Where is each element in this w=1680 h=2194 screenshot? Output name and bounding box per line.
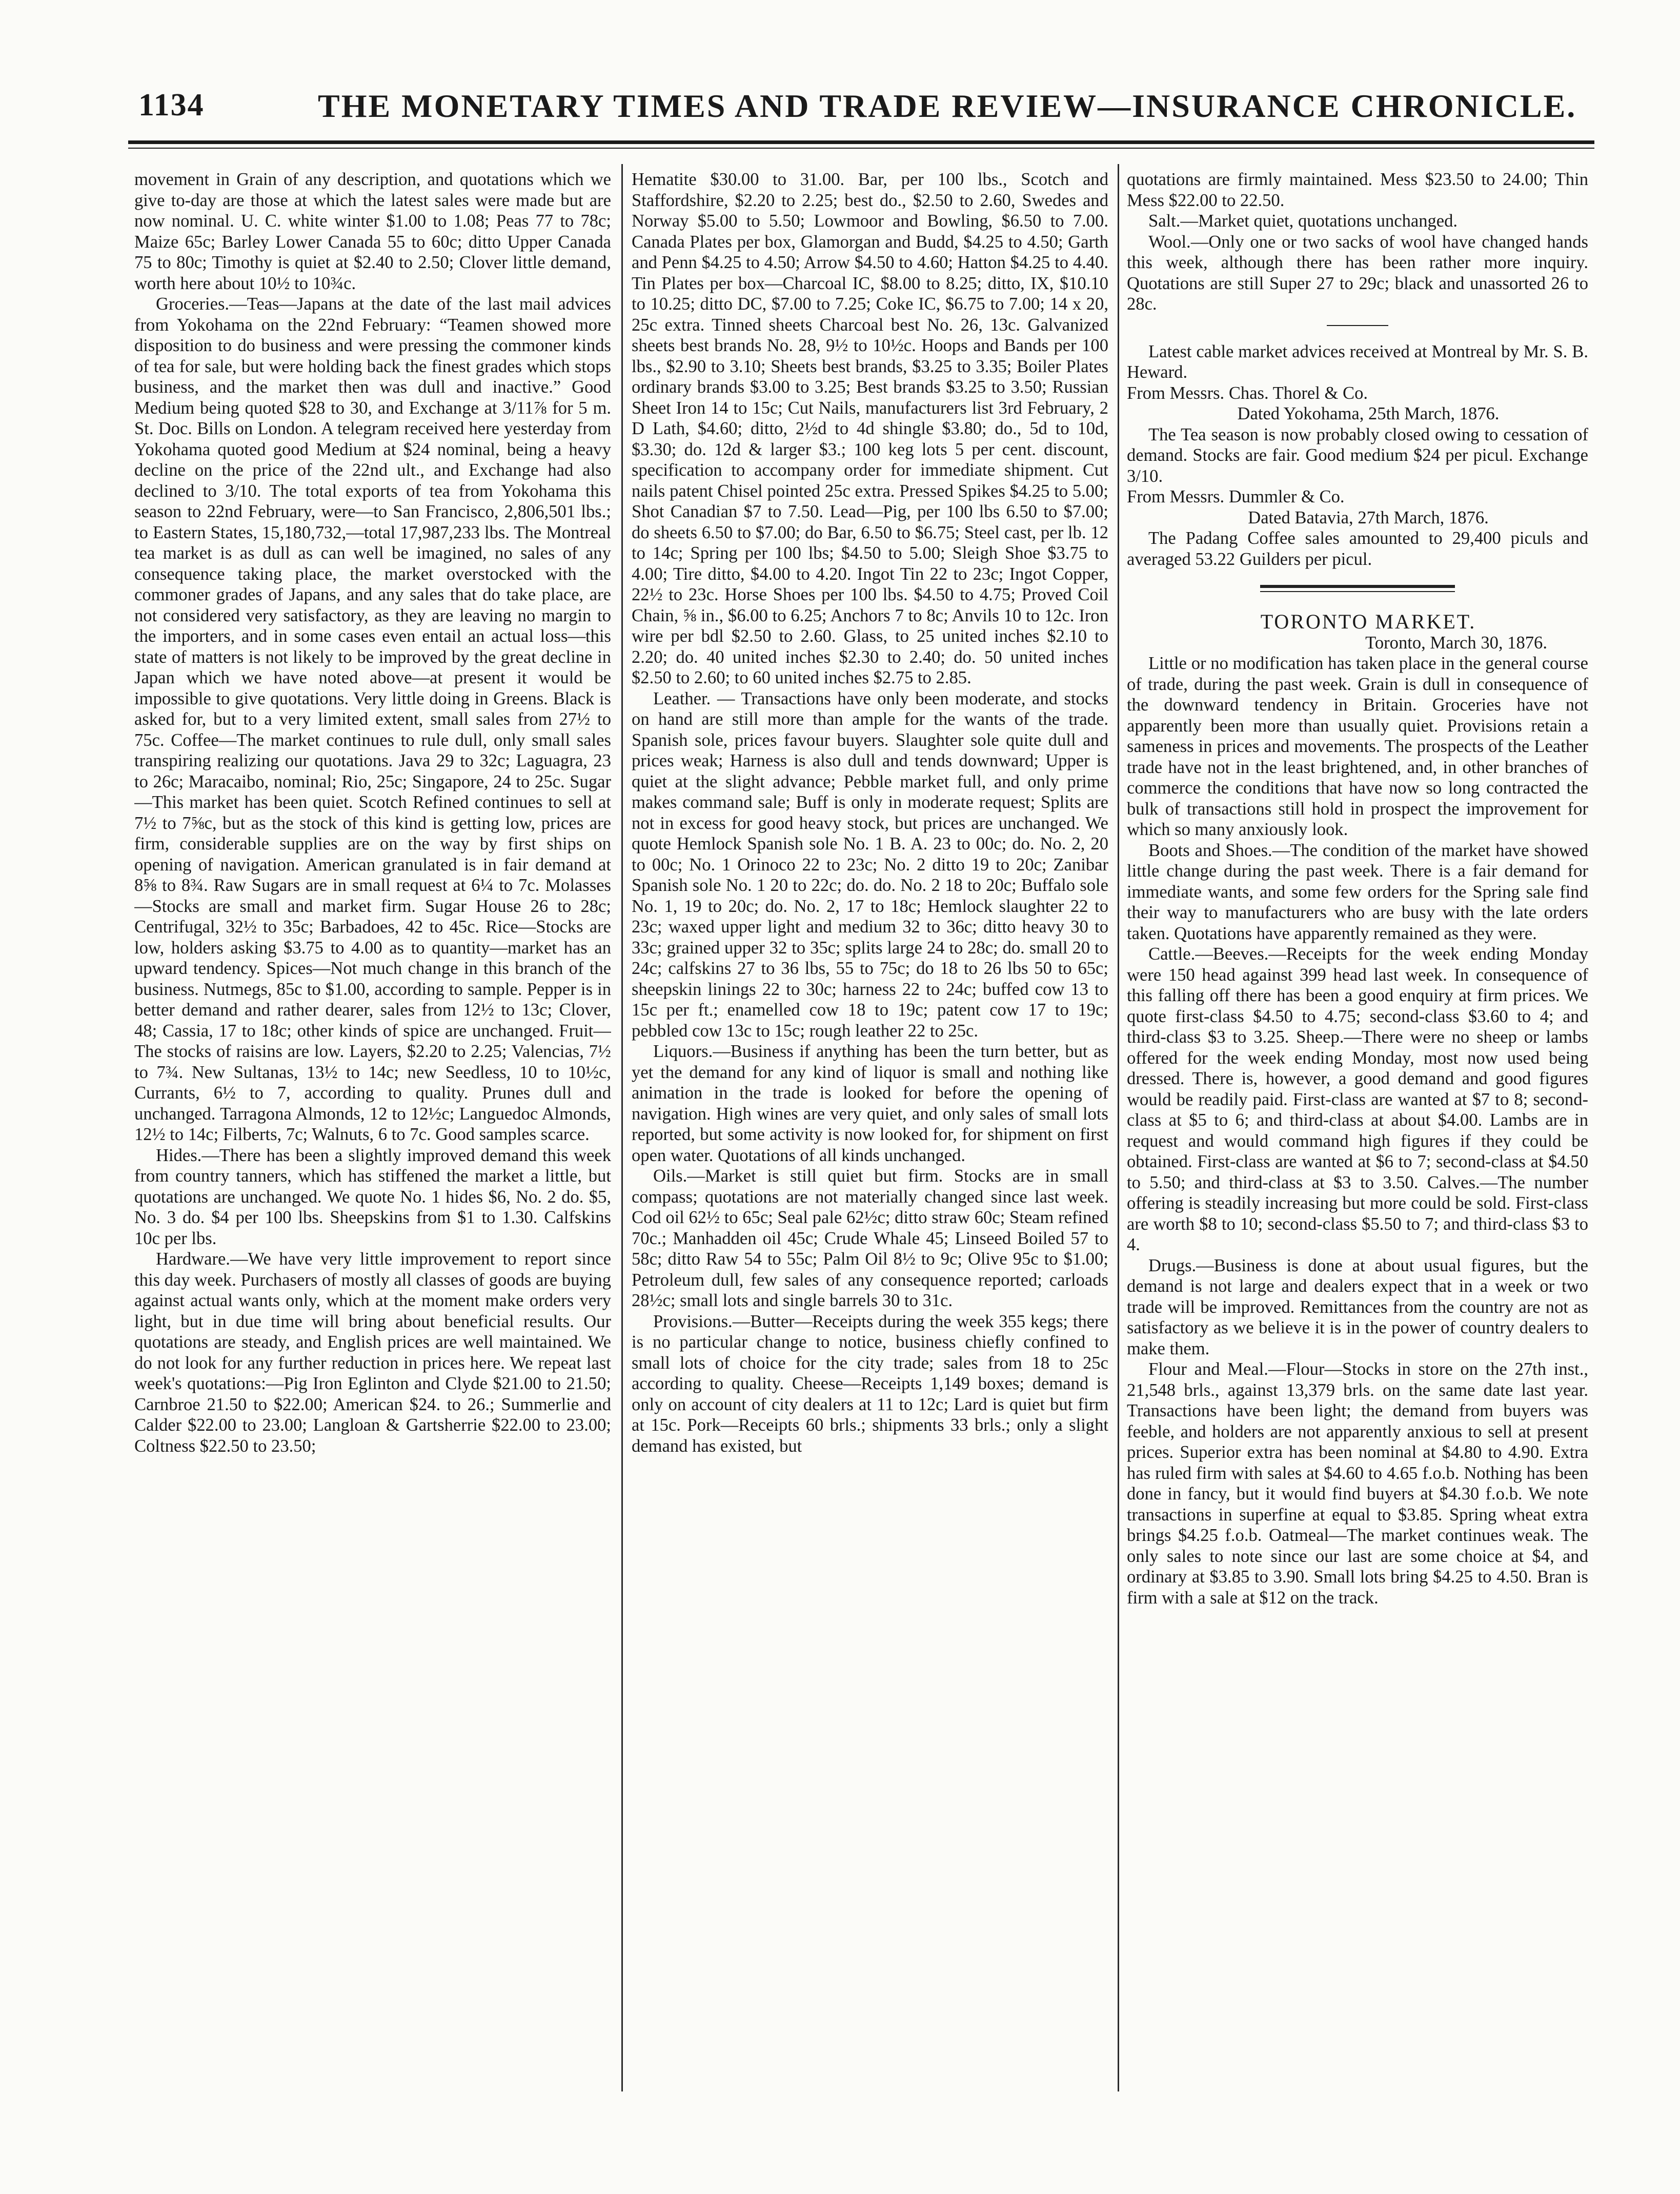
hardware-paragraph: Hardware.—We have very little improvement to report since this day week. Purchasers of mostly all classes of goods are buying against actual wants only, which at the moment make orders very light, but in due time will bring about beneficial results. Our quotations are steady, and English prices are well maintained. We do not look for any further reduction in prices here. We repeat last week's quotations:—Pig Iron Eglinton and Clyde $21.00 to 21.50; Carnbroe 21.50 to $22.00; American $24. to 26.; Summerlie and Calder $22.00 to 23.00; Langloan & Gartsherrie $22.00 to 23.00; Coltness $22.50 to 23.50; bbox=[134, 1249, 611, 1456]
provisions-paragraph: Provisions.—Butter—Receipts during the week 355 kegs; there is no particular change to notice, business chiefly confined to small lots of choice for the city trade; sales from 18 to 25c according to quality. Cheese—Receipts 1,149 boxes; demand is only on account of city dealers at 11 to 12c; Lard is quiet but firm at 15c. Pork—Receipts 60 brls.; shipments 33 brls.; only a slight demand has existed, but bbox=[632, 1311, 1108, 1456]
salt-paragraph: Salt.—Market quiet, quotations unchanged. bbox=[1148, 211, 1458, 231]
header-rule-thin bbox=[128, 148, 1594, 149]
column-3 bbox=[1127, 169, 1588, 2102]
column-1 bbox=[134, 169, 611, 2102]
cable-source-thorel: From Messrs. Chas. Thorel & Co. bbox=[1127, 383, 1368, 403]
cable-tea-report: The Tea season is now probably closed owing to cessation of demand. Stocks are fair. Good medium $24 per picul. Exchange 3/10. bbox=[1127, 424, 1588, 486]
liquors-paragraph: Liquors.—Business if anything has been the turn better, but as yet the demand for any kind of liquor is small and nothing like animation in the trade is looked for before the opening of navigation. High wines are very quiet, and only sales of small lots reported, but some activity is now looked for, for shipment on first open water. Quotations of all kinds unchanged. bbox=[632, 1042, 1108, 1165]
grain-continued-paragraph: movement in Grain of any description, and quotations which we give to-day are those at which the latest sales were made but are now nominal. U. C. white winter $1.00 to 1.08; Peas 77 to 78c; Maize 65c; Barley Lower Canada 55 to 60c; ditto Upper Canada 75 to 80c; Timothy is quiet at $2.40 to 2.50; Clover little demand, worth here about 10½ to 10¾c. bbox=[134, 170, 611, 293]
boots-shoes-paragraph: Boots and Shoes.—The condition of the market have showed little change during the past week. There is a fair demand for immediate wants, and some few orders for the Spring sale find their way to manufacturers who are busy with the late orders taken. Quotations have apparently remained as they were. bbox=[1127, 840, 1588, 943]
hides-paragraph: Hides.—There has been a slightly improved demand this week from country tanners, which has stiffened the market a little, but quotations are unchanged. We quote No. 1 hides $6, No. 2 do. $5, No. 3 do. $4 per 100 lbs. Sheepskins from $1 to 1.30. Calfskins 10c per lbs. bbox=[134, 1145, 611, 1248]
cattle-paragraph: Cattle.—Beeves.—Receipts for the week ending Monday were 150 head against 399 head last week. In consequence of this falling off there has been a good enquiry at firm prices. We quote first-class $4.50 to 4.75; second-class $3.60 to 4; and third-class $3 to 3.25. Sheep.—There were no sheep or lambs offered for the week ending Monday, most now used being dressed. There is, however, a good demand and good figures would be readily paid. First-class are wanted at $7 to 8; second-class at $5 to 6; and third-class at about $4.00. Lambs are in request and would command high figures if they could be obtained. First-class are wanted at $6 to 7; second-class at $4.50 to 5.50; and third-class at $3 to 3.50. Calves.—The number offering is steadily increasing but more could be sold. First-class are worth $8 to 10; second-class $5.50 to 7; and third-class $3 to 4. bbox=[1127, 944, 1588, 1254]
running-title: THE MONETARY TIMES AND TRADE REVIEW—INSURANCE CHRONICLE. bbox=[318, 88, 1577, 124]
provisions-continued-paragraph: quotations are firmly maintained. Mess $23.50 to 24.00; Thin Mess $22.00 to 22.50. bbox=[1127, 170, 1588, 210]
section-divider bbox=[1327, 325, 1388, 326]
column-divider-2 bbox=[1118, 164, 1119, 2091]
page-number: 1134 bbox=[138, 88, 205, 123]
toronto-market-heading: TORONTO MARKET. bbox=[1260, 610, 1476, 633]
double-rule-divider bbox=[1260, 585, 1455, 592]
groceries-paragraph: Groceries.—Teas—Japans at the date of the last mail advices from Yokohama on the 22nd February: “Teamen showed more disposition to do business and were pressing the commoner kinds of tea for sale, but were holding back the finest grades which stops business, and the market then was dull and inactive.” Good Medium being quoted $28 to 30, and Exchange at 3/11⅞ for 5 m. St. Doc. Bills on London. A telegram received here yesterday from Yokohama quoted good Medium at $24 nominal, being a heavy decline on the price of the 22nd ult., and Exchange had also declined to 3/10. The total exports of tea from Yokohama this season to 22nd February, were—to San Francisco, 2,806,501 lbs.; to Eastern States, 15,180,732,—total 17,987,233 lbs. The Montreal tea market is as dull as can well be imagined, no sales of any consequence taking place, the market overstocked with the commoner grades of Japans, and any sales that do take place, are not considered very satisfactory, as they are leaving no margin to the importers, and in some cases even entail an actual loss—this state of matters is not likely to be improved by the great decline in Japan which we have noted above—at present it would be impossible to give quotations. Very little doing in Greens. Black is asked for, but to a very limited extent, small sales from 27½ to 75c. Coffee—The market continues to rule dull, only small sales transpiring realizing our quotations. Java 29 to 32c; Laguagra, 23 to 26c; Maracaibo, nominal; Rio, 25c; Singapore, 24 to 25c. Sugar—This market has been quiet. Scotch Refined continues to sell at 7½ to 7⅝c, but as the stock of this kind is getting low, prices are firm, considerable supplies are on the way by first ships on opening of navigation. American granulated is in fair demand at 8⅝ to 8¾. Raw Sugars are in small request at 6¼ to 7c. Molasses—Stocks are small and market firm. Sugar House 26 to 28c; Centrifugal, 32½ to 35c; Barbadoes, 42 to 45c. Rice—Stocks are low, holders asking $3.75 to 4.00 as to quantity—market has an upward tendency. Spices—Not much change in this branch of the business. Nutmegs, 85c to $1.00, according to sample. Pepper is in better demand and rather dearer, sales from 12½ to 13c; Clover, 48; Cassia, 17 to 18c; other kinds of spice are unchanged. Fruit—The stocks of raisins are low. Layers, $2.20 to 2.25; Valencias, 7½ to 7¾. New Sultanas, 13½ to 14c; new Seedless, 10 to 10½c, Currants, 6½ to 7, according to quality. Prunes dull and unchanged. Tarragona Almonds, 12 to 12½c; Languedoc Almonds, 12½ to 14c; Filberts, 7c; Walnuts, 6 to 7c. Good samples scarce. bbox=[134, 294, 611, 1144]
drugs-paragraph: Drugs.—Business is done at about usual figures, but the demand is not large and dealers expect that in a week or two trade will be improved. Remittances from the country are not as satisfactory as we believe it is in the power of country dealers to make them. bbox=[1127, 1255, 1588, 1358]
cable-source-dummler: From Messrs. Dummler & Co. bbox=[1127, 487, 1345, 506]
flour-meal-paragraph: Flour and Meal.—Flour—Stocks in store on the 27th inst., 21,548 brls., against 13,379 brls. on the same date last year. Transactions have been light; the demand from buyers was feeble, and holders are not apparently anxious to sell at present prices. Superior extra has been nominal at $4.80 to 4.90. Extra has ruled firm with sales at $4.60 to 4.65 f.o.b. Nothing has been done in fancy, but it would find buyers at $4.30 f.o.b. We note transactions in superfine at equal to $3.85. Spring wheat extra brings $4.25 f.o.b. Oatmeal—The market continues weak. The only sales to note since our last are some choice at $4, and ordinary at $3.85 to 3.90. Small lots bring $4.25 to 4.50. Bran is firm with a sale at $12 on the track. bbox=[1127, 1359, 1588, 1608]
oils-paragraph: Oils.—Market is still quiet but firm. Stocks are in small compass; quotations are not materially changed since last week. Cod oil 62½ to 65c; Seal pale 62½c; ditto straw 60c; Steam refined 70c.; Manhadden oil 45c; Crude Whale 45; Linseed Boiled 57 to 58c; ditto Raw 54 to 55c; Palm Oil 8½ to 9c; Olive 95c to $1.00; Petroleum dull, few sales of any consequence reported; carloads 28½c; small lots and single barrels 30 to 31c. bbox=[632, 1166, 1108, 1310]
header-rule-thick bbox=[128, 140, 1594, 144]
toronto-intro-paragraph: Little or no modification has taken place in the general course of trade, during the past week. Grain is dull in consequence of the downward tendency in Britain. Groceries have not apparently been more than usually quiet. Provisions retain a sameness in prices and movements. The prospects of the Leather trade have not in the least brightened, and, in other branches of commerce the conditions that have now so long contracted the bulk of transactions still hold in prospect the improvement for which so many anxiously look. bbox=[1127, 654, 1588, 839]
cable-dated-batavia: Dated Batavia, 27th March, 1876. bbox=[1248, 507, 1489, 527]
cable-coffee-report: The Padang Coffee sales amounted to 29,400 piculs and averaged 53.22 Guilders per picul. bbox=[1127, 529, 1588, 569]
wool-paragraph: Wool.—Only one or two sacks of wool have changed hands this week, although there has been rather more inquiry. Quotations are still Super 27 to 29c; black and unassorted 26 to 28c. bbox=[1127, 232, 1588, 314]
column-divider-1 bbox=[621, 164, 623, 2091]
cable-advices-intro: Latest cable market advices received at Montreal by Mr. S. B. Heward. bbox=[1127, 341, 1588, 382]
column-2 bbox=[632, 169, 1108, 2102]
page-header bbox=[128, 77, 1594, 133]
cable-dated-yokohama: Dated Yokohama, 25th March, 1876. bbox=[1237, 404, 1500, 423]
leather-paragraph: Leather. — Transactions have only been moderate, and stocks on hand are still more than ample for the wants of the trade. Spanish sole, prices favour buyers. Slaughter sole quite dull and prices weak; Harness is also dull and tends downward; Upper is quiet at the slight advance; Pebble market full, and only prime makes command sale; Buff is only in moderate request; Splits are not in excess for good heavy stock, but prices are unchanged. We quote Hemlock Spanish sole No. 1 B. A. 23 to 00c; do. No. 2, 20 to 00c; No. 1 Orinoco 22 to 23c; No. 2 ditto 19 to 20c; Zanibar Spanish sole No. 1 20 to 22c; do. do. No. 2 18 to 20c; Buffalo sole No. 1, 19 to 20c; do. No. 2, 17 to 18c; Hemlock slaughter 22 to 23c; waxed upper light and medium 32 to 36c; ditto heavy 30 to 33c; grained upper 32 to 35c; splits large 24 to 28c; do. small 20 to 24c; calfskins 27 to 36 lbs, 55 to 75c; do 18 to 26 lbs 50 to 65c; sheepskin linings 22 to 30c; harness 22 to 24c; buffed cow 13 to 15c per ft.; enamelled cow 18 to 19c; patent cow 17 to 19c; pebbled cow 13c to 15c; rough leather 22 to 25c. bbox=[632, 688, 1108, 1041]
toronto-dateline: Toronto, March 30, 1876. bbox=[1365, 633, 1547, 653]
hardware-continued-paragraph: Hematite $30.00 to 31.00. Bar, per 100 lbs., Scotch and Staffordshire, $2.20 to 2.25; best do., $2.50 to 2.60, Swedes and Norway $5.00 to 5.50; Lowmoor and Bowling, $6.50 to 7.00. Canada Plates per box, Glamorgan and Budd, $4.25 to 4.50; Garth and Penn $4.25 to 4.50; Arrow $4.50 to 4.60; Hatton $4.25 to 4.40. Tin Plates per box—Charcoal IC, $8.00 to 8.25; ditto, IX, $10.10 to 10.25; ditto DC, $7.00 to 7.25; Coke IC, $6.75 to 7.00; 14 x 20, 25c extra. Tinned sheets Charcoal best No. 26, 13c. Galvanized sheets best brands No. 28, 9½ to 10½c. Hoops and Bands per 100 lbs., $2.90 to 3.10; Sheets best brands, $3.25 to 3.35; Boiler Plates ordinary brands $3.00 to 3.25; Best brands $3.25 to 3.50; Russian Sheet Iron 14 to 15c; Cut Nails, manufacturers list 3rd February, 2 D Lath, $4.60; ditto, 2½d to 4d shingle $3.80; do., 5d to 10d, $3.30; do. 12d & larger $3.; 100 keg lots 5 per cent. discount, specification to accompany order for immediate shipment. Cut nails patent Chisel pointed 25c extra. Pressed Spikes $4.25 to 5.00; Shot Canadian $7 to 7.50. Lead—Pig, per 100 lbs 6.50 to $7.00; do sheets 6.50 to $7.00; do Bar, 6.50 to $6.75; Steel cast, per lb. 12 to 14c; Spring per 100 lbs; $4.50 to 5.00; Sleigh Shoe $3.75 to 4.00; Tire ditto, $4.00 to 4.20. Ingot Tin 22 to 23c; Ingot Copper, 22½ to 23c. Horse Shoes per 100 lbs. $4.50 to 4.75; Proved Coil Chain, ⅝ in., $6.00 to 6.25; Anchors 7 to 8c; Anvils 10 to 12c. Iron wire per bdl $2.50 to 2.60. Glass, to 25 united inches $2.10 to 2.20; do. 40 united inches $2.30 to 2.40; do. 50 united inches $2.50 to 2.60; to 60 united inches $2.75 to 2.85. bbox=[632, 170, 1108, 687]
